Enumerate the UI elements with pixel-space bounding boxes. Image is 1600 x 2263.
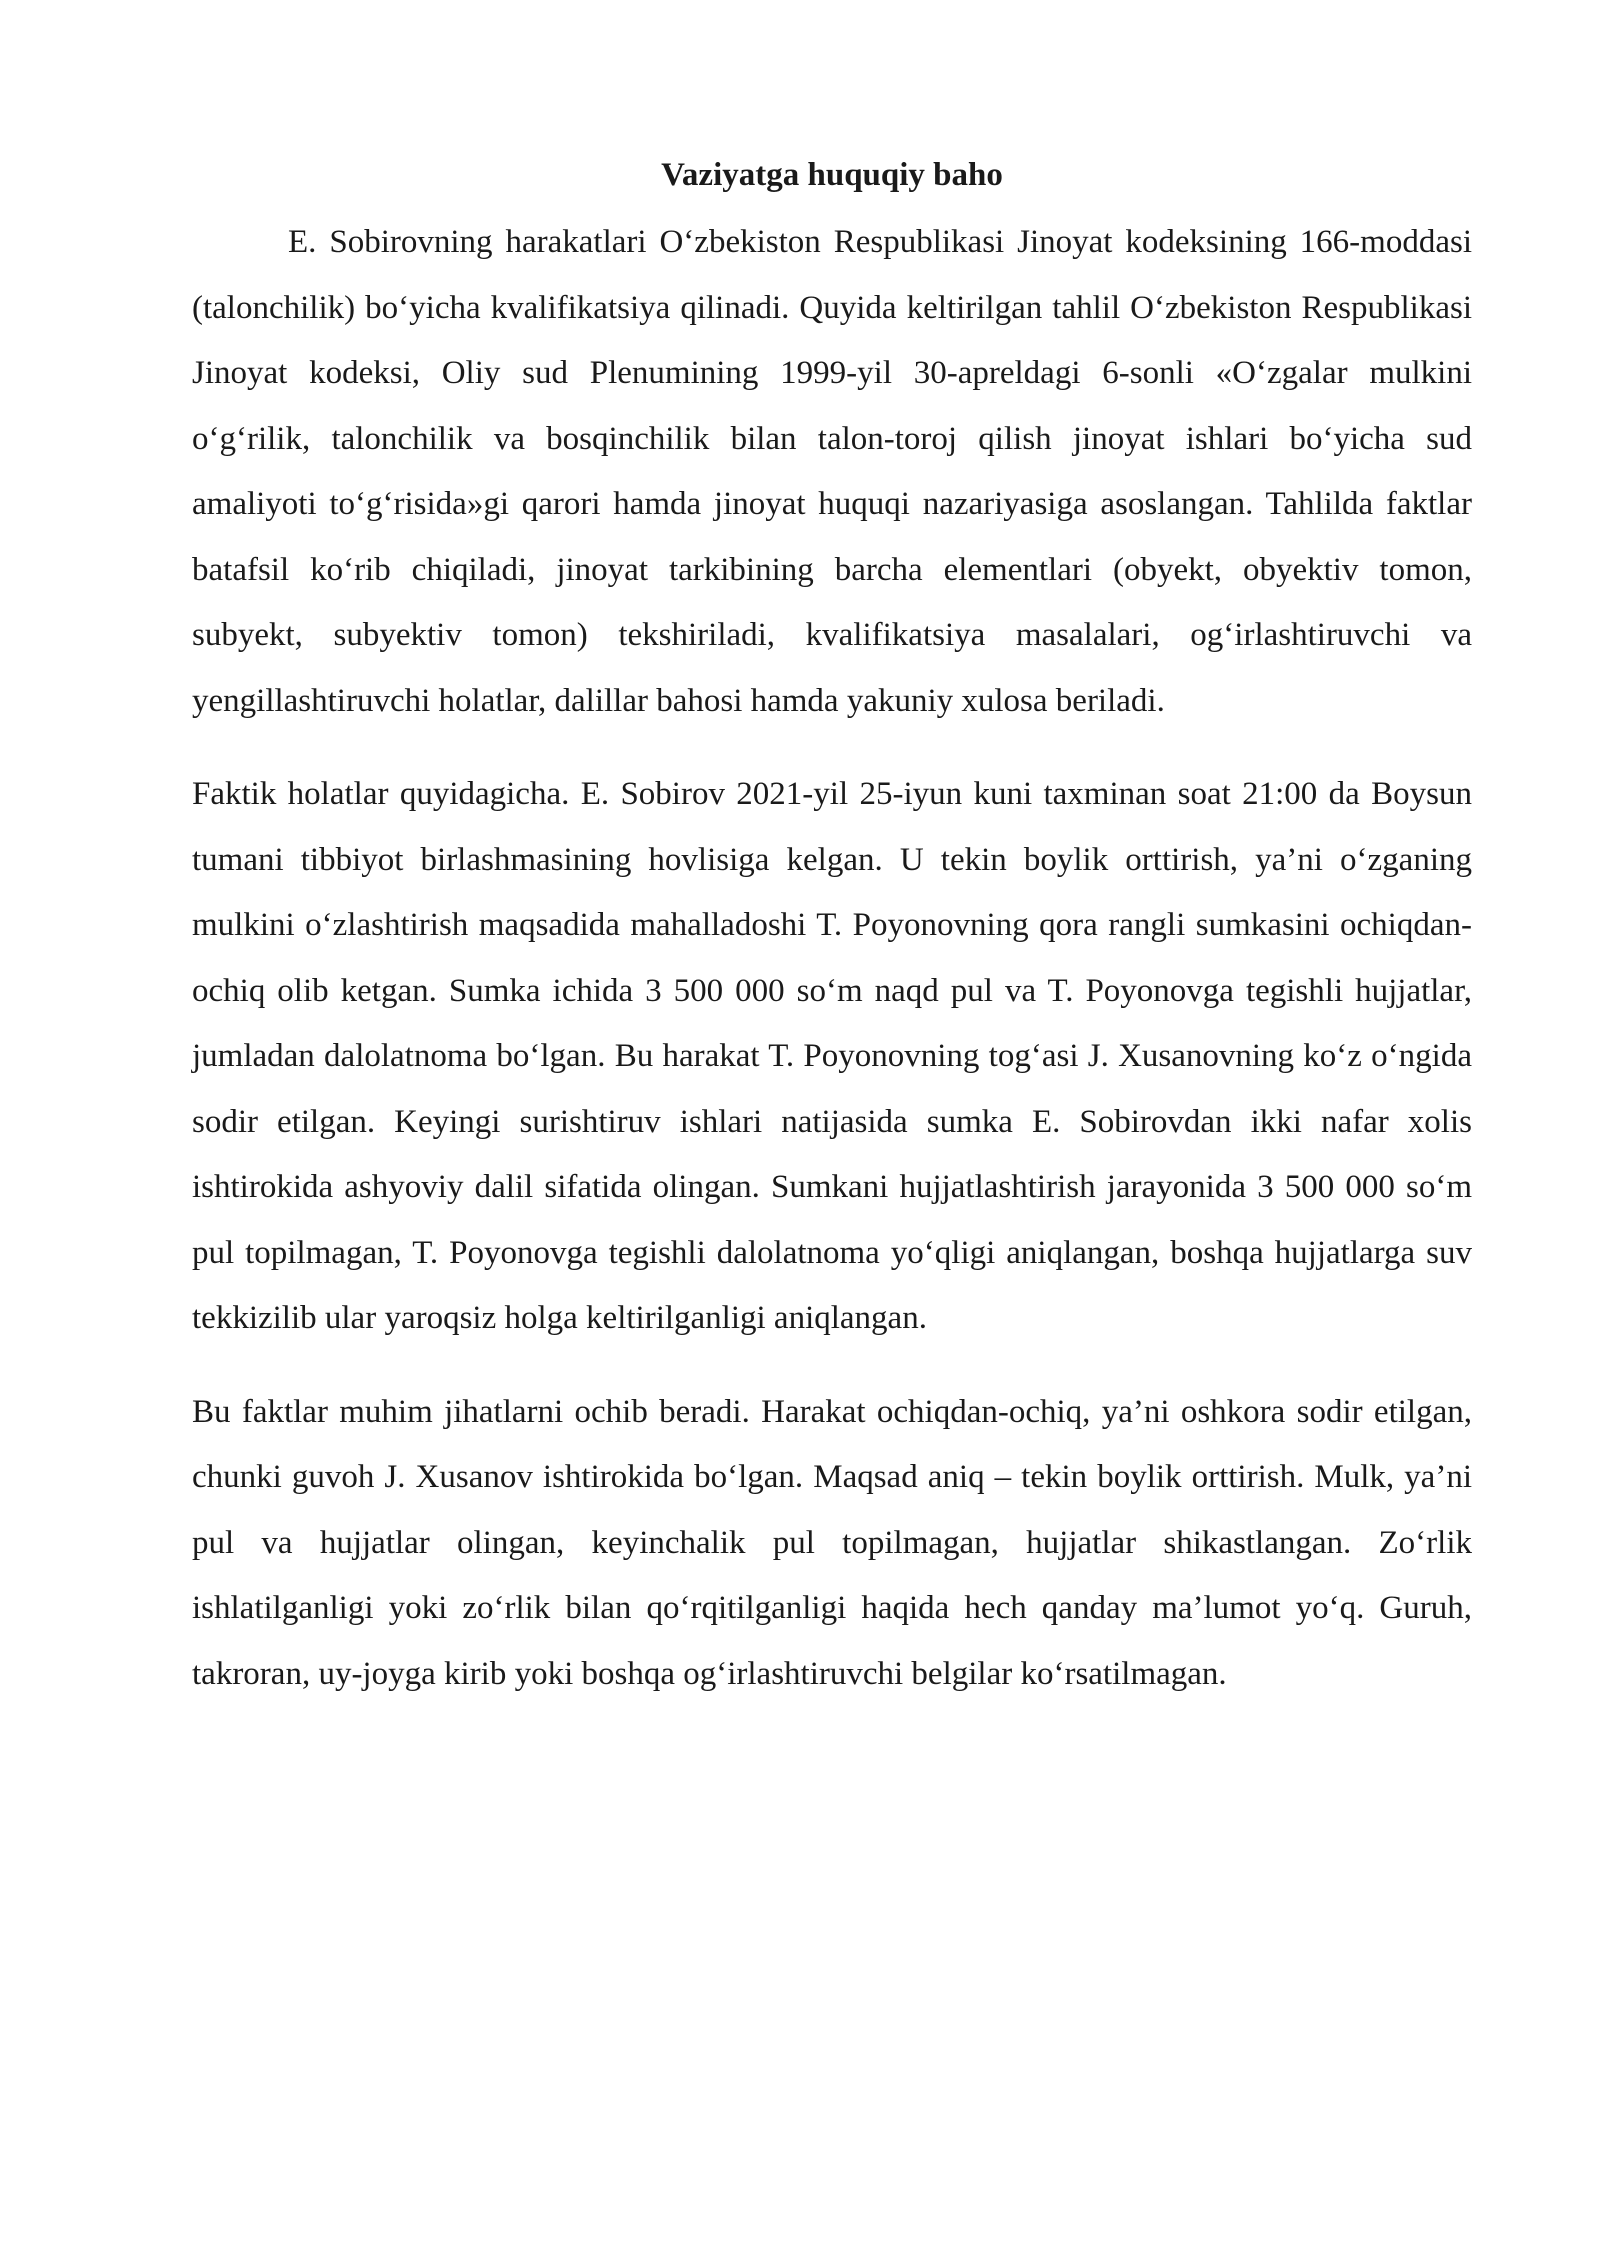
paragraph-factual-circumstances: Faktik holatlar quyidagicha. E. Sobirov 2021-yil 25-iyun kuni taxminan soat 21:00 da Boysun tumani tibbiyot birlashmasining hovlisiga kelgan. U tekin boylik orttirish, ya’ni o‘zganing mulkini o‘zlashtirish maqsadida mahalladoshi T. Poyonovning qora rangli sumkasini ochiqdan-ochiq olib ketgan. Sumka ichida 3 500 000 so‘m naqd pul va T. Poyonovga tegishli hujjatlar, jumladan dalolatnoma bo‘lgan. Bu harakat T. Poyonovning tog‘asi J. Xusanovning ko‘z o‘ngida sodir etilgan. Keyingi surishtiruv ishlari natijasida sumka E. Sobirovdan ikki nafar xolis ishtirokida ashyoviy dalil sifatida olingan. Sumkani hujjatlashtirish jarayonida 3 500 000 so‘m pul topilmagan, T. Poyonovga tegishli dalolatnoma yo‘qligi aniqlangan, boshqa hujjatlarga suv tekkizilib ular yaroqsiz holga keltirilganligi aniqlangan. xyxy=(192,776,1472,1336)
document-body xyxy=(192,142,1472,1707)
paragraph-key-aspects: Bu faktlar muhim jihatlarni ochib beradi. Harakat ochiqdan-ochiq, ya’ni oshkora sodir etilgan, chunki guvoh J. Xusanov ishtirokida bo‘lgan. Maqsad aniq – tekin boylik orttirish. Mulk, ya’ni pul va hujjatlar olingan, keyinchalik pul topilmagan, hujjatlar shikastlangan. Zo‘rlik ishlatilganligi yoki zo‘rlik bilan qo‘rqitilganligi haqida hech qanday ma’lumot yo‘q. Guruh, takroran, uy-joyga kirib yoki boshqa og‘irlashtiruvchi belgilar ko‘rsatilmagan. xyxy=(192,1393,1472,1692)
paragraph-legal-qualification: E. Sobirovning harakatlari O‘zbekiston Respublikasi Jinoyat kodeksining 166-moddasi (talonchilik) bo‘yicha kvalifikatsiya qilinadi. Quyida keltirilgan tahlil O‘zbekiston Respublikasi Jinoyat kodeksi, Oliy sud Plenumining 1999-yil 30-apreldagi 6-sonli «O‘zgalar mulkini o‘g‘rilik, talonchilik va bosqinchilik bilan talon-toroj qilish jinoyat ishlari bo‘yicha sud amaliyoti to‘g‘risida»gi qarori hamda jinoyat huquqi nazariyasiga asoslangan. Tahlilda faktlar batafsil ko‘rib chiqiladi, jinoyat tarkibining barcha elementlari (obyekt, obyektiv tomon, subyekt, subyektiv tomon) tekshiriladi, kvalifikatsiya masalalari, og‘irlashtiruvchi va yengillashtiruvchi holatlar, dalillar bahosi hamda yakuniy xulosa beriladi. xyxy=(192,224,1472,719)
document-title: Vaziyatga huquqiy baho xyxy=(661,157,1003,193)
